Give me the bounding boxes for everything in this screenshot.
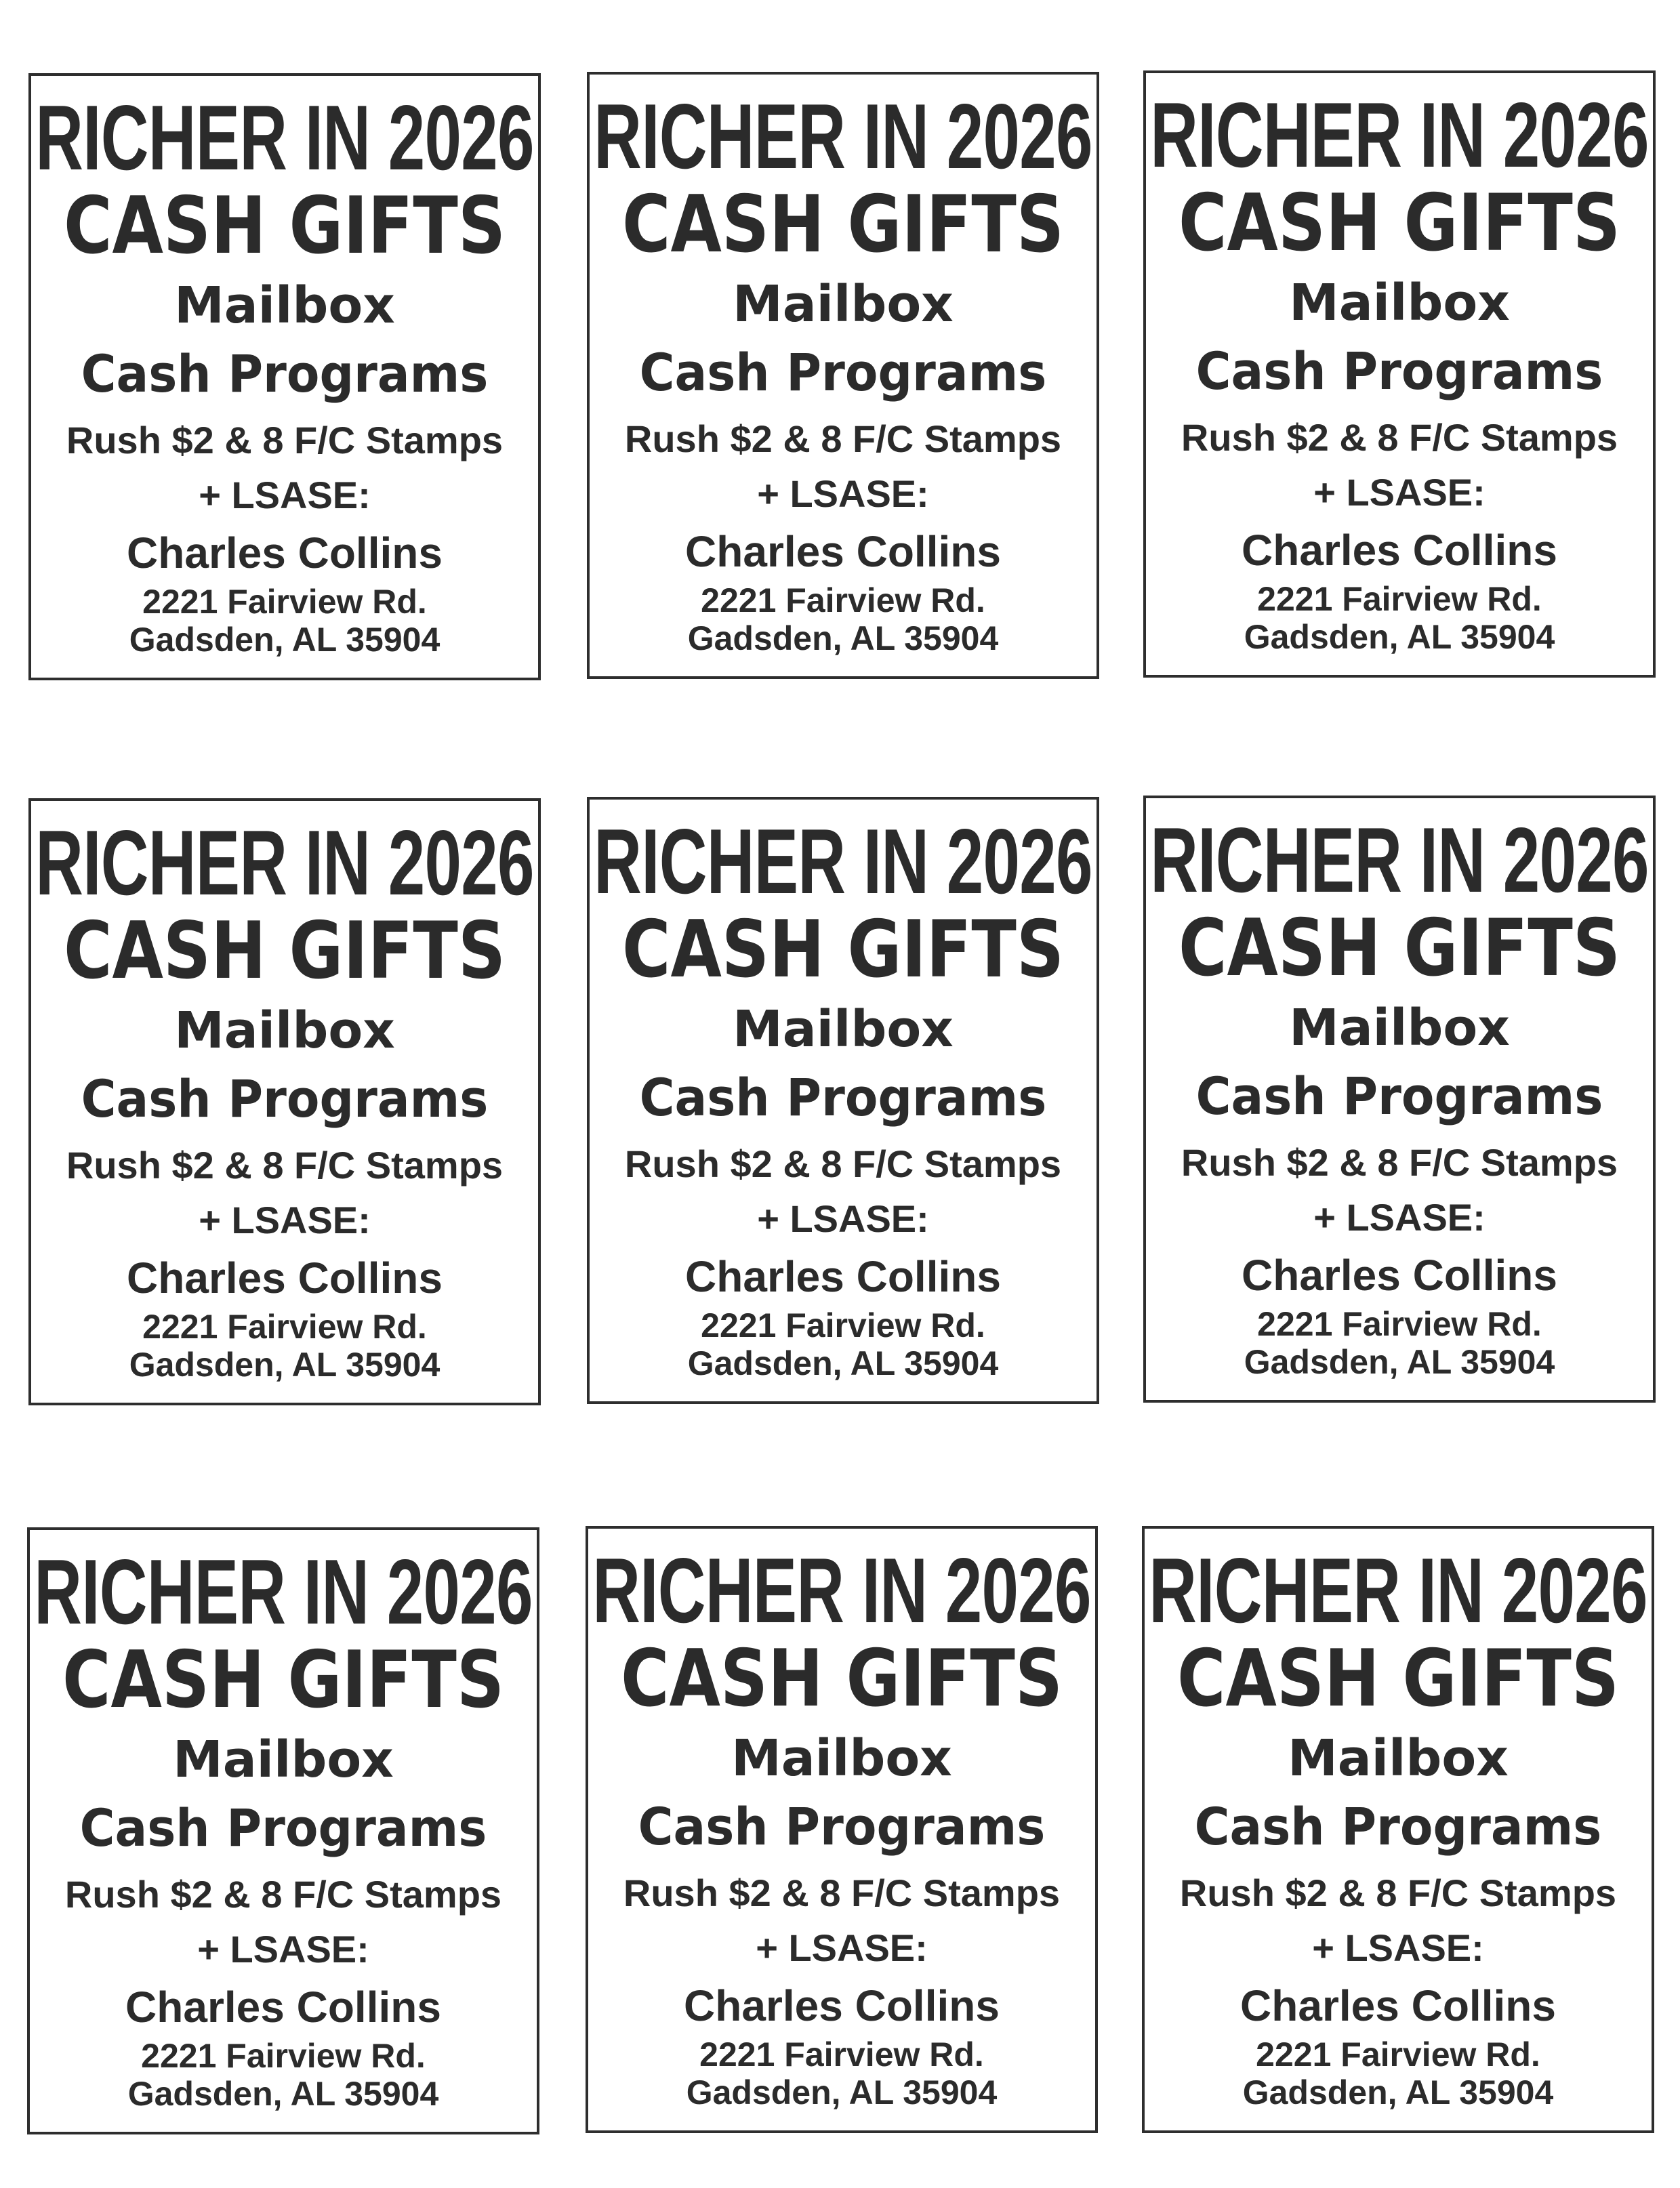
offer-extra-line: + LSASE:: [757, 1197, 929, 1240]
headline: RICHER IN 2026: [35, 86, 534, 189]
offer-line: Rush $2 & 8 F/C Stamps: [1181, 416, 1618, 459]
offer-extra-line: + LSASE:: [757, 472, 929, 515]
programs-line: Cash Programs: [81, 1069, 489, 1129]
offer-line: Rush $2 & 8 F/C Stamps: [66, 1144, 504, 1186]
contact-name: Charles Collins: [1242, 1251, 1557, 1300]
street-address: 2221 Fairview Rd.: [1257, 1305, 1542, 1343]
street-address: 2221 Fairview Rd.: [141, 2037, 426, 2075]
contact-name: Charles Collins: [1242, 526, 1557, 575]
offer-line: Rush $2 & 8 F/C Stamps: [64, 1873, 502, 1916]
flyer-5: [587, 797, 1099, 1404]
subhead: CASH GIFTS: [62, 1634, 504, 1726]
contact-name: Charles Collins: [127, 1254, 443, 1302]
flyer-7: [27, 1527, 539, 2134]
mailbox-line: Mailbox: [174, 276, 395, 335]
headline: RICHER IN 2026: [594, 810, 1092, 913]
offer-extra-line: + LSASE:: [197, 1928, 369, 1970]
subhead: CASH GIFTS: [63, 180, 506, 272]
offer-extra-line: + LSASE:: [1313, 1196, 1486, 1239]
flyer-1: [28, 73, 541, 680]
street-address: 2221 Fairview Rd.: [701, 1306, 985, 1344]
programs-line: Cash Programs: [639, 342, 1047, 402]
programs-line: Cash Programs: [639, 1067, 1047, 1128]
flyer-8: [586, 1526, 1098, 2133]
city-state-zip: Gadsden, AL 35904: [1242, 2073, 1554, 2111]
flyer-2: [587, 72, 1099, 679]
city-state-zip: Gadsden, AL 35904: [1244, 1343, 1555, 1381]
offer-extra-line: + LSASE:: [1313, 471, 1486, 514]
programs-line: Cash Programs: [638, 1796, 1046, 1857]
city-state-zip: Gadsden, AL 35904: [686, 2073, 998, 2111]
headline: RICHER IN 2026: [34, 1540, 533, 1643]
offer-line: Rush $2 & 8 F/C Stamps: [66, 419, 504, 461]
headline: RICHER IN 2026: [1150, 808, 1649, 911]
subhead: CASH GIFTS: [621, 904, 1064, 995]
offer-line: Rush $2 & 8 F/C Stamps: [623, 1872, 1061, 1914]
flyer-3: [1143, 70, 1656, 678]
street-address: 2221 Fairview Rd.: [142, 1308, 427, 1346]
street-address: 2221 Fairview Rd.: [701, 581, 985, 619]
offer-extra-line: + LSASE:: [199, 474, 371, 516]
contact-name: Charles Collins: [684, 1981, 1000, 2030]
offer-line: Rush $2 & 8 F/C Stamps: [624, 417, 1062, 460]
subhead: CASH GIFTS: [621, 179, 1064, 270]
mailbox-line: Mailbox: [1288, 1729, 1509, 1788]
contact-name: Charles Collins: [685, 1252, 1001, 1301]
flyer-9: [1142, 1526, 1654, 2133]
flyer-4: [28, 798, 541, 1405]
street-address: 2221 Fairview Rd.: [1256, 2036, 1540, 2073]
subhead: CASH GIFTS: [1178, 903, 1620, 994]
mailbox-line: Mailbox: [174, 1002, 395, 1060]
headline: RICHER IN 2026: [592, 1539, 1091, 1642]
mailbox-line: Mailbox: [733, 1000, 954, 1058]
subhead: CASH GIFTS: [1176, 1633, 1619, 1725]
street-address: 2221 Fairview Rd.: [699, 2036, 984, 2073]
street-address: 2221 Fairview Rd.: [142, 583, 427, 621]
city-state-zip: Gadsden, AL 35904: [687, 1344, 999, 1382]
offer-extra-line: + LSASE:: [1312, 1926, 1484, 1969]
city-state-zip: Gadsden, AL 35904: [129, 621, 441, 659]
headline: RICHER IN 2026: [1150, 83, 1649, 186]
city-state-zip: Gadsden, AL 35904: [687, 619, 999, 657]
city-state-zip: Gadsden, AL 35904: [1244, 618, 1555, 656]
subhead: CASH GIFTS: [1178, 178, 1620, 269]
street-address: 2221 Fairview Rd.: [1257, 580, 1542, 618]
headline: RICHER IN 2026: [594, 85, 1092, 188]
headline: RICHER IN 2026: [1149, 1539, 1647, 1642]
offer-line: Rush $2 & 8 F/C Stamps: [624, 1142, 1062, 1185]
mailbox-line: Mailbox: [173, 1731, 394, 1789]
programs-line: Cash Programs: [1195, 1066, 1603, 1126]
offer-line: Rush $2 & 8 F/C Stamps: [1179, 1872, 1617, 1914]
offer-extra-line: + LSASE:: [756, 1926, 928, 1969]
city-state-zip: Gadsden, AL 35904: [129, 1346, 441, 1384]
subhead: CASH GIFTS: [620, 1633, 1063, 1725]
subhead: CASH GIFTS: [63, 905, 506, 997]
offer-extra-line: + LSASE:: [199, 1199, 371, 1241]
programs-line: Cash Programs: [1195, 341, 1603, 401]
headline: RICHER IN 2026: [35, 811, 534, 914]
programs-line: Cash Programs: [81, 344, 489, 404]
mailbox-line: Mailbox: [1289, 999, 1510, 1057]
programs-line: Cash Programs: [1194, 1796, 1602, 1857]
programs-line: Cash Programs: [79, 1798, 487, 1858]
mailbox-line: Mailbox: [733, 275, 954, 333]
contact-name: Charles Collins: [685, 527, 1001, 576]
offer-line: Rush $2 & 8 F/C Stamps: [1181, 1141, 1618, 1184]
flyer-6: [1143, 796, 1656, 1403]
mailbox-line: Mailbox: [731, 1729, 952, 1788]
contact-name: Charles Collins: [127, 529, 443, 577]
contact-name: Charles Collins: [1240, 1981, 1556, 2030]
city-state-zip: Gadsden, AL 35904: [127, 2075, 439, 2113]
mailbox-line: Mailbox: [1289, 274, 1510, 332]
contact-name: Charles Collins: [125, 1983, 441, 2031]
